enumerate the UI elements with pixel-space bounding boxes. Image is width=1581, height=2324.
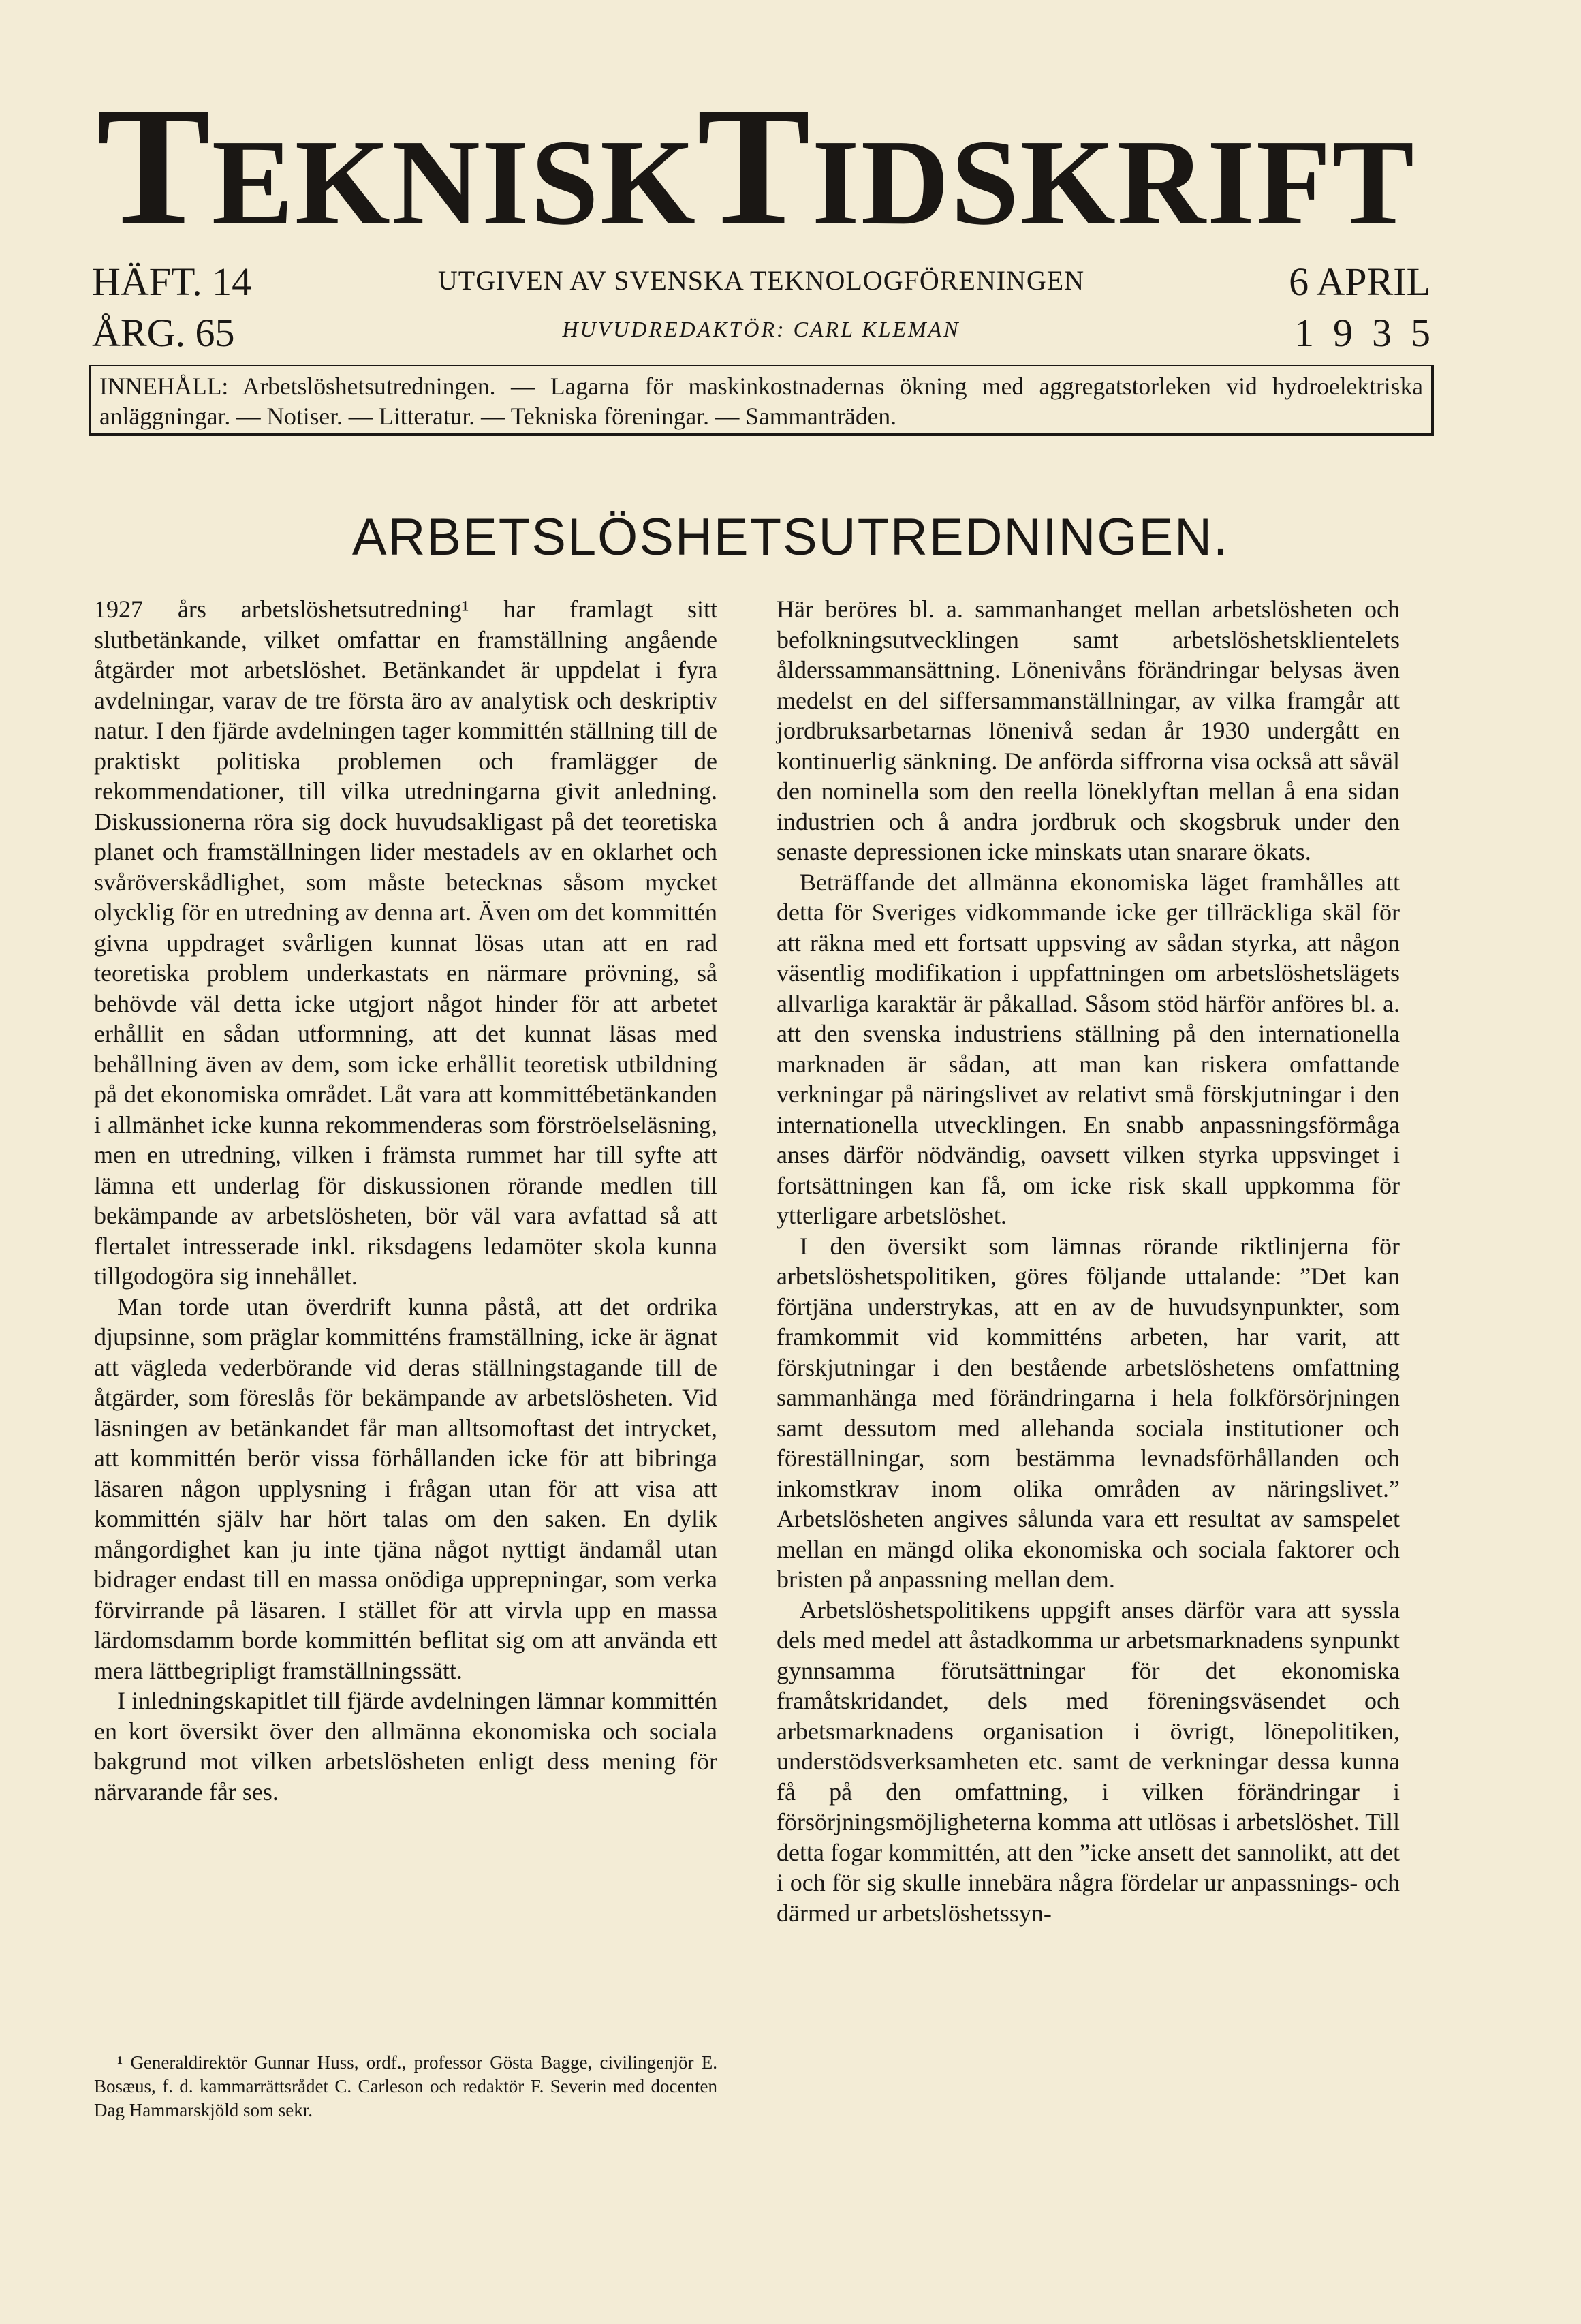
masthead: TEKNISKTIDSKRIFT (97, 72, 1415, 261)
footnote-text: ¹ Generaldirektör Gunnar Huss, ordf., professor Gösta Bagge, civilingenjör E. Bosæus, f. d. kammarrättsrådet C. Carleson och redaktör F. Severin med docenten Dag Hammarskjöld som sekr. (94, 2052, 717, 2120)
table-of-contents: INNEHÅLL: Arbetslöshetsutredningen. — Lagarna för maskinkostnadernas ökning med aggregatstorleken vid hydroelektriska anläggningar. — Notiser. — Litteratur. — Tekniska föreningar. — Sammanträden. (89, 365, 1434, 436)
issue-year: 1935 (1294, 311, 1450, 355)
paragraph: I inledningskapitlet till fjärde avdelningen lämnar kommittén en kort översikt över den allmänna ekonomiska och sociala bakgrund mot vilken arbetslösheten enligt dess mening för närvarande får ses. (94, 1687, 717, 1806)
paragraph: Här beröres bl. a. sammanhanget mellan arbetslösheten och befolkningsutvecklingen samt arbetslöshetsklientelets ålderssammansättning. Lönenivåns förändringar belysas även medelst en del siffersammanställningar, av vilka framgår att jordbruksarbetarnas lönenivå sedan år 1930 undergått en kontinuerlig sänkning. De anförda siffrorna visa också att såväl den nominella som den reella löneklyftan mellan å ena sidan industrien och å andra jordbruk och skogsbruk under den senaste depressionen icke minskats utan snarare ökats. (777, 595, 1400, 865)
issue-row-2 (92, 310, 1450, 358)
paragraph: Beträffande det allmänna ekonomiska läget framhålles att detta för Sveriges vidkommande icke ger tillräckliga skäl för att räkna med ett fortsatt uppsving av sådan styrka, att någon väsentlig modifikation i uppfattningen om arbetslöshetslägets allvarliga karaktär är påkallad. Såsom stöd härför anföres bl. a. att den svenska industriens ställning på den internationella marknaden är sådan, att man kan riskera omfattande verkningar på näringslivet av relativt små förskjutningar i den internationella utvecklingen. En snabb anpassningsförmåga anses därför nödvändig, oavsett vilken styrka uppsvinget i fortsättningen kan få, om icke risk skall uppkomma för ytterligare arbetslöshet. (777, 868, 1400, 1229)
paragraph: 1927 års arbetslöshetsutredning¹ har framlagt sitt slutbetänkande, vilket omfattar en framställning angående åtgärder mot arbetslöshet. Betänkandet är uppdelat i fyra avdelningar, varav de tre första äro av analytisk och deskriptiv natur. I den fjärde avdelningen tager kommittén ställning till de praktiskt politiska problemen och framlägger de rekommendationer, till vilka utredningarna givit anledning. Diskussionerna röra sig dock huvudsakligast på det teoretiska planet och framställningen lider mestadels av en oklarhet och svåröverskådlighet, som måste betecknas såsom mycket olycklig för en utredning av denna art. Även om det kommittén givna uppdraget svårligen kunnat lösas utan att en rad teoretiska problem underkastats en närmare prövning, så behövde väl detta icke utgjort något hinder för att arbetet erhållit en sådan utformning, att det kunnat läsas med behållning även av dem, som icke erhållit teoretisk utbildning på det ekonomiska området. Låt vara att kommittébetänkanden i allmänhet icke kunna rekommenderas som förströelseläsning, men en utredning, vilken i främsta rummet har till syfte att lämna ett underlag för diskussionen rörande medlen till bekämpande av arbetslösheten, bör väl vara avfattad så att flertalet intresserade inkl. riksdagens ledamöter skola kunna tillgodogöra sig innehållet. (94, 595, 717, 1290)
publisher-line: UTGIVEN AV SVENSKA TEKNOLOGFÖRENINGEN (437, 265, 1085, 296)
issue-row-1 (92, 259, 1430, 307)
footnote (94, 2051, 717, 2122)
paragraph: Man torde utan överdrift kunna påstå, att det ordrika djupsinne, som präglar kommitténs framställning, icke är ägnat att vägleda vederbörande vid deras ställningstagande till de åtgärder, som föreslås för bekämpande av arbetslösheten. Vid läsningen av betänkandet får man alltsomoftast det intrycket, att kommittén berör vissa förhållanden icke för att bibringa läsaren någon upplysning i frågan utan för att visa att kommittén själv har hört talas om den saken. En dylik mångordighet kan ju inte tjäna något nyttigt ändamål utan bidrager endast till en massa onödiga upprepningar, som verka förvirrande på läsaren. I stället för att virvla upp en massa lärdomsdamm borde kommittén beflitat sig om att använda ett mera lättbegripligt framställningssätt. (94, 1292, 717, 1684)
left-column (94, 594, 717, 1807)
article-title: ARBETSLÖSHETSUTREDNINGEN. (351, 508, 1230, 566)
volume-number: ÅRG. 65 (92, 311, 235, 355)
paragraph: I den översikt som lämnas rörande riktlinjerna för arbetslöshetspolitiken, göres följande uttalande: ”Det kan förtjäna understrykas, att en av de huvudsynpunkter, som framkommit vid kommitténs arbeten, har varit, att förskjutningar i den bestående arbetslöshetens omfattning sammanhänga med förändringarna i hela folkförsörjningen samt dessutom med allehanda sociala institutioner och föreställningar, som bestämma levnadsförhållanden och inkomstkrav inom olika områden av näringslivet.” Arbetslösheten angives sålunda vara ett resultat av samspelet mellan en mängd olika ekonomiska och sociala faktorer och bristen på anpassning mellan dem. (777, 1232, 1400, 1593)
right-column (777, 594, 1400, 1928)
paragraph: Arbetslöshetspolitikens uppgift anses därför vara att syssla dels med medel att åstadkomma ur arbetsmarknadens synpunkt gynnsamma förutsättningar för det ekonomiska framåtskridandet, dels med föreningsväsendet och arbetsmarknadens organisation i övrigt, lönepolitiken, understödsverksamheten etc. samt de verkningar dessa kunna få på den omfattning, i vilken förändringar i försörjningsmöjligheterna komma att utlösas i arbetslöshet. Till detta fogar kommittén, att den ”icke ansett det sannolikt, att det i och för sig skulle innebära några fördelar ur anpassnings- och därmed ur arbetslöshetssyn- (777, 1596, 1400, 1927)
issue-date: 6 APRIL (1289, 260, 1430, 304)
editor-line: HUVUDREDAKTÖR: CARL KLEMAN (562, 317, 960, 341)
issue-number: HÄFT. 14 (92, 260, 252, 304)
